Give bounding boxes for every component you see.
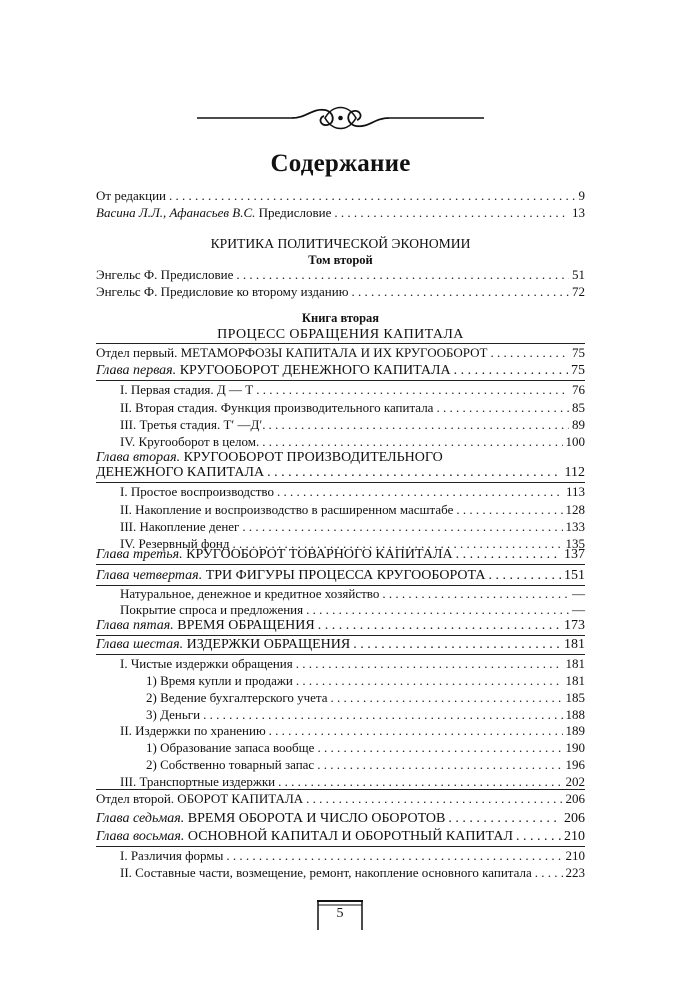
toc-entry: II. Вторая стадия. Функция производительного капитала . . . 85 bbox=[120, 399, 585, 417]
toc-entry: II. Накопление и воспроизводство в расширенном масштабе . . . 128 bbox=[120, 501, 585, 519]
toc-entry: Покрытие спроса и предложения . . . — bbox=[120, 601, 585, 619]
toc-entry: III. Третья стадия. Т′ —Д′. . . . 89 bbox=[120, 416, 585, 434]
toc-entry: Натуральное, денежное и кредитное хозяйство . . . — bbox=[120, 585, 585, 603]
toc-chapter-7: Глава седьмая. ВРЕМЯ ОБОРОТА И ЧИСЛО ОБОРОТОВ . . . 206 bbox=[96, 810, 585, 828]
toc-entry: 2) Собственно товарный запас . . . 196 bbox=[146, 756, 585, 774]
toc-part-one: Отдел первый. МЕТАМОРФОЗЫ КАПИТАЛА И ИХ КРУГООБОРОТ . . . 75 bbox=[96, 344, 585, 362]
toc-entry-editorial: От редакции . . . 9 bbox=[96, 187, 585, 205]
toc-chapter-6: Глава шестая. ИЗДЕРЖКИ ОБРАЩЕНИЯ . . . 181 bbox=[96, 636, 585, 655]
toc-entry-engels-second: Энгельс Ф. Предисловие ко второму изданию . . . 72 bbox=[96, 283, 585, 301]
toc-entry: I. Различия формы . . . 210 bbox=[120, 847, 585, 865]
toc-entry: IV. Резервный фонд . . . 135 bbox=[120, 535, 585, 553]
toc-entry: III. Транспортные издержки . . . 202 bbox=[120, 773, 585, 791]
toc-chapter-2: Глава вторая. КРУГООБОРОТ ПРОИЗВОДИТЕЛЬНОГО bbox=[96, 450, 443, 465]
toc-chapter-4: Глава четвертая. ТРИ ФИГУРЫ ПРОЦЕССА КРУГООБОРОТА . . . 151 bbox=[96, 567, 585, 586]
section-heading: КРИТИКА ПОЛИТИЧЕСКОЙ ЭКОНОМИИ bbox=[210, 236, 471, 251]
toc-chapter-1: Глава первая. КРУГООБОРОТ ДЕНЕЖНОГО КАПИТАЛА . . . 75 bbox=[96, 362, 585, 381]
toc-entry: I. Первая стадия. Д — Т . . . 76 bbox=[120, 381, 585, 399]
toc-entry: II. Издержки по хранению . . . 189 bbox=[120, 722, 585, 740]
toc-entry: 1) Образование запаса вообще . . . 190 bbox=[146, 739, 585, 757]
toc-chapter-5: Глава пятая. ВРЕМЯ ОБРАЩЕНИЯ . . . 173 bbox=[96, 617, 585, 636]
toc-entry: I. Чистые издержки обращения . . . 181 bbox=[120, 655, 585, 673]
toc-entry: II. Составные части, возмещение, ремонт, накопление основного капитала . . . 223 bbox=[120, 864, 585, 882]
toc-entry: 1) Время купли и продажи . . . 181 bbox=[146, 672, 585, 690]
volume-label: Том второй bbox=[308, 253, 373, 267]
toc-entry-engels-preface: Энгельс Ф. Предисловие . . . 51 bbox=[96, 266, 585, 284]
decorative-ornament bbox=[197, 100, 484, 136]
toc-entry: 2) Ведение бухгалтерского учета . . . 185 bbox=[146, 689, 585, 707]
page-title: Содержание bbox=[270, 150, 411, 177]
toc-chapter-8: Глава восьмая. ОСНОВНОЙ КАПИТАЛ И ОБОРОТНЫЙ КАПИТАЛ . . . 210 bbox=[96, 828, 585, 847]
toc-entry: I. Простое воспроизводство . . . 113 bbox=[120, 483, 585, 501]
toc-part-two: Отдел второй. ОБОРОТ КАПИТАЛА . . . 206 bbox=[96, 790, 585, 808]
toc-entry: IV. Кругооборот в целом. . . . 100 bbox=[120, 433, 585, 451]
book-title: ПРОЦЕСС ОБРАЩЕНИЯ КАПИТАЛА bbox=[217, 327, 464, 342]
toc-entry: 3) Деньги . . . 188 bbox=[146, 706, 585, 724]
toc-entry-preface: Васина Л.Л., Афанасьев В.С. Предисловие . . . 13 bbox=[96, 204, 585, 222]
toc-entry: III. Накопление денег . . . 133 bbox=[120, 518, 585, 536]
toc-chapter-2-cont: ДЕНЕЖНОГО КАПИТАЛА . . . 112 bbox=[96, 464, 585, 483]
toc-chapter-3: Глава третья. КРУГООБОРОТ ТОВАРНОГО КАПИТАЛА . . . 137 bbox=[96, 546, 585, 565]
page-number: 5 bbox=[336, 906, 344, 921]
book-label: Книга вторая bbox=[301, 311, 380, 325]
